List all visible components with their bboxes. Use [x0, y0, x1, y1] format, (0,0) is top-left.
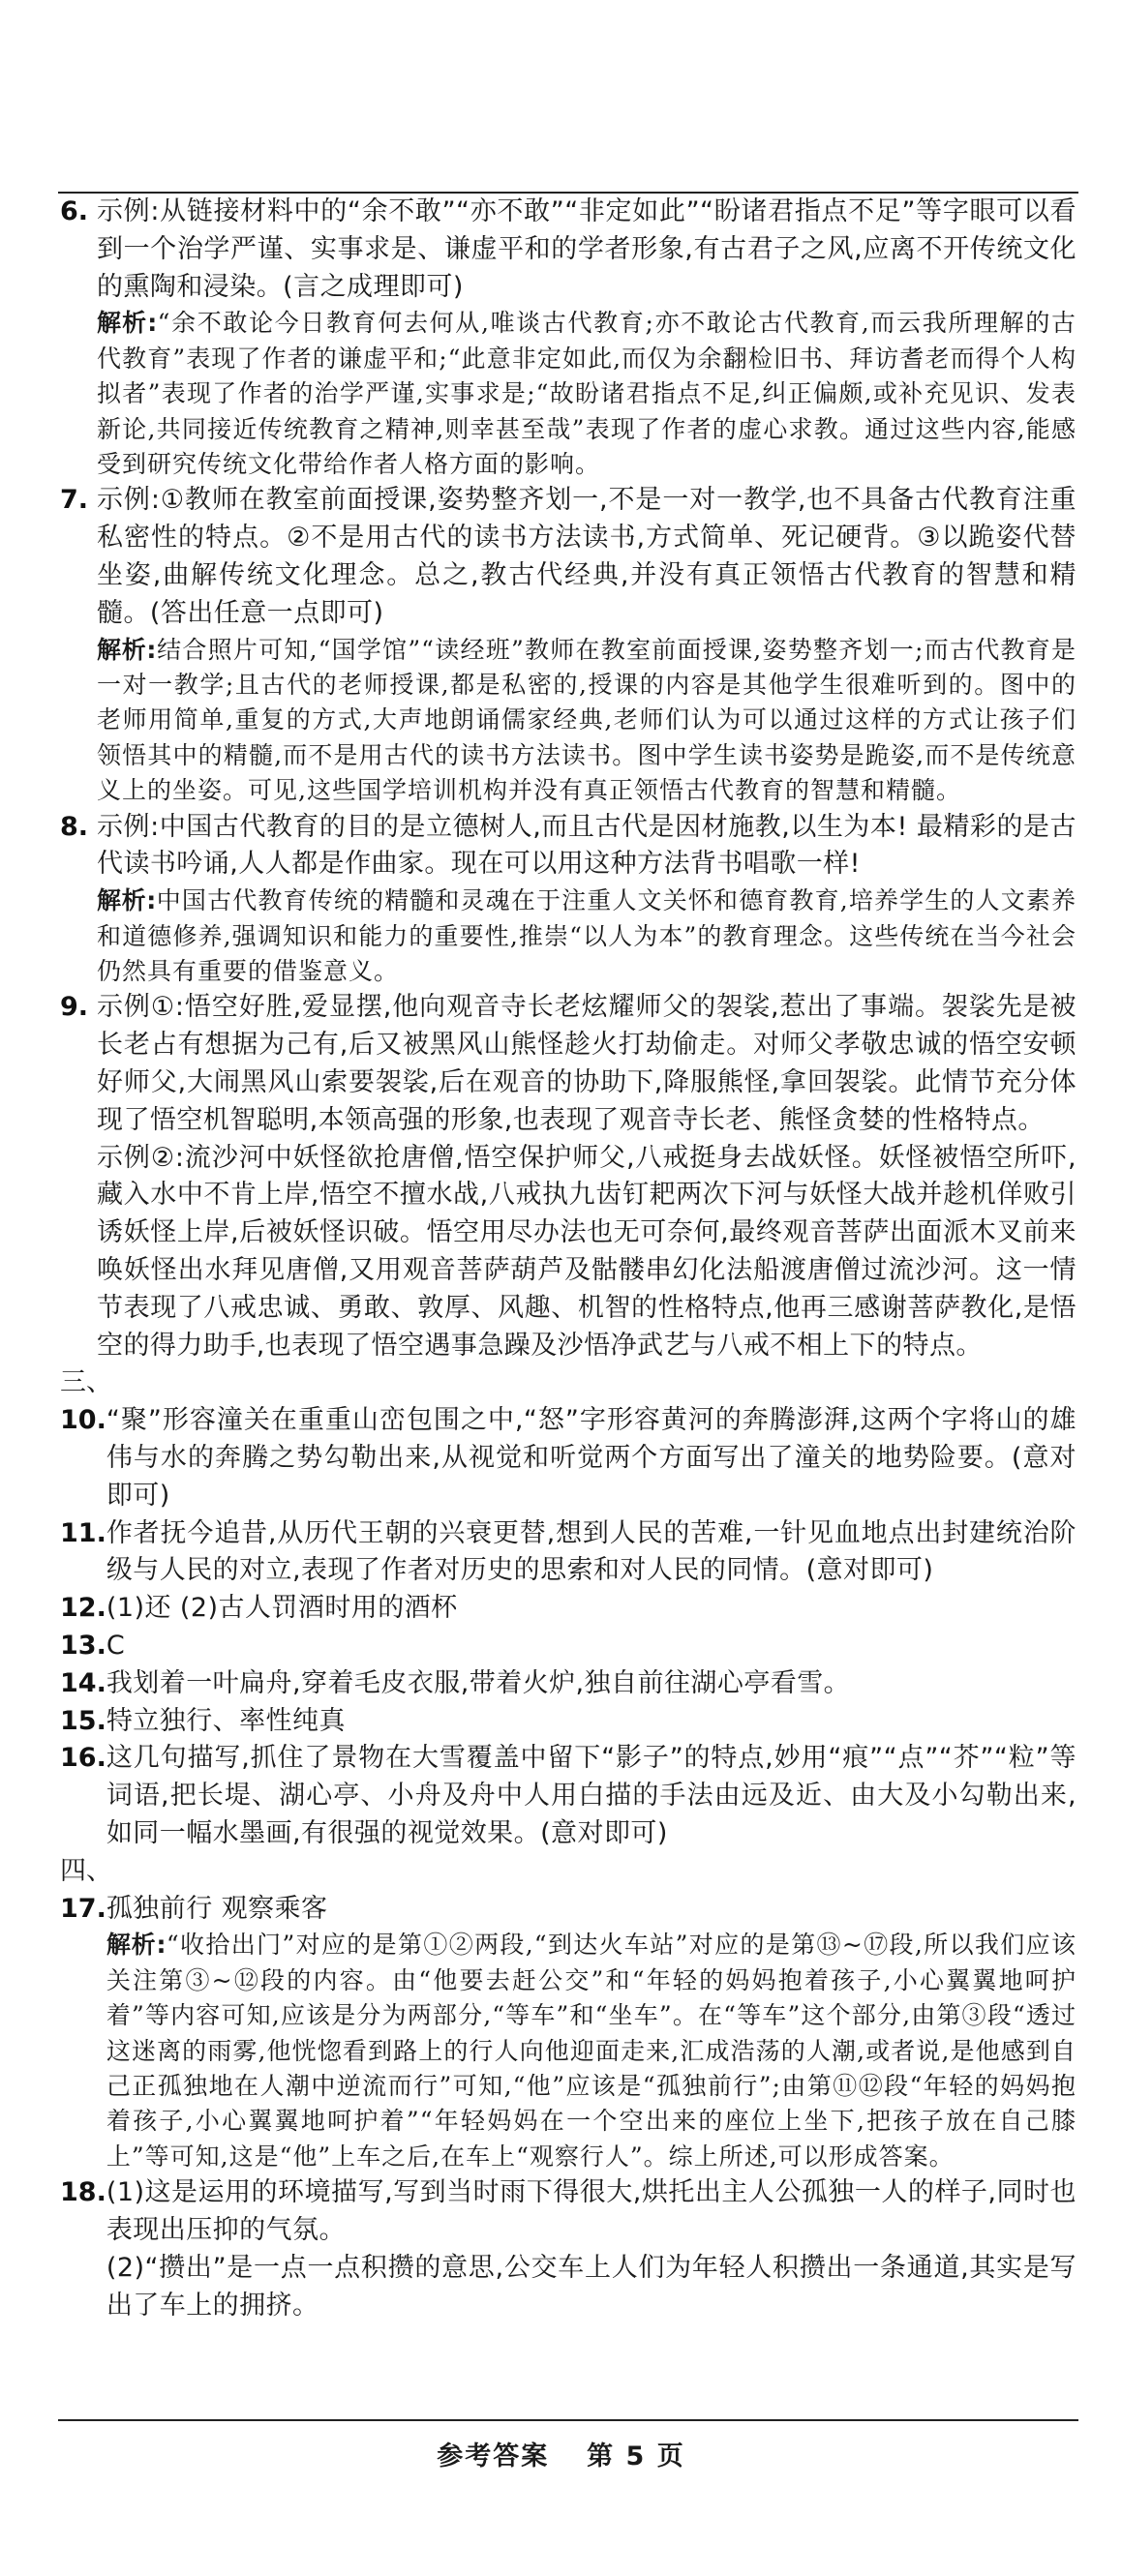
question-13	[60, 1628, 1077, 1665]
answer-text: (1)还 (2)古人罚酒时用的酒杯	[106, 1593, 458, 1624]
analysis-text: “收拾出门”对应的是第①②两段,“到达火车站”对应的是第⑬~⑰段,所以我们应该关注第③~⑫段的内容。由“他要去赶公交”和“年轻的妈妈抱着孩子,小心翼翼地呵护着”等内容可知,应该是分为两部分,“等车”和“坐车”。在“等车”这个部分,由第③段“透过这迷离的雨雾,他恍惚看到路上的行人向他迎面走来,汇成浩荡的人潮,或者说,是他感到自己正孤独地在人潮中逆流而行”可知,“他”应该是“孤独前行”;由第⑪⑫段“年轻的妈妈抱着孩子,小心翼翼地呵护着”“年轻妈妈在一个空出来的座位上坐下,把孩子放在自己膝上”等可知,这是“他”上车之后,在车上“观察行人”。综上所述,可以形成答案。	[106, 1931, 1077, 2171]
question-number: 17.	[60, 1893, 106, 1924]
question-number: 13.	[60, 1631, 106, 1661]
analysis-paragraph	[97, 306, 1077, 482]
question-number: 7.	[60, 485, 89, 516]
answer-text: 这几句描写,抓住了景物在大雪覆盖中留下“影子”的特点,妙用“痕”“点”“芥”“粒”等词语,把长堤、湖心亭、小舟及舟中人用白描的手法由远及近、由大及小勾勒出来,如同一幅水墨画,有很强的视觉效果。(意对即可)	[106, 1743, 1077, 1848]
analysis-paragraph	[97, 884, 1077, 989]
example-1-text: 示例①:悟空好胜,爱显摆,他向观音寺长老炫耀师父的袈裟,惹出了事端。袈裟先是被长老占有想据为己有,后又被黑风山熊怪趁火打劫偷走。对师父孝敬忠诚的悟空安顿好师父,大闹黑风山索要袈裟,后在观音的协助下,降服熊怪,拿回袈裟。此情节充分体现了悟空机智聪明,本领高强的形象,也表现了观音寺长老、熊怪贪婪的性格特点。	[97, 992, 1077, 1135]
analysis-label: 解析:	[106, 1931, 167, 1960]
answer-text: 作者抚今追昔,从历代王朝的兴衰更替,想到人民的苦难,一针见血地点出封建统治阶级与人民的对立,表现了作者对历史的思索和对人民的同情。(意对即可)	[106, 1517, 1077, 1586]
answer-text: 孤独前行 观察乘客	[106, 1893, 328, 1924]
analysis-text: “余不敢论今日教育何去何从,唯谈古代教育;亦不敢论古代教育,而云我所理解的古代教育”表现了作者的谦虚平和;“此意非定如此,而仅为余翻检旧书、拜访耆老而得个人构拟者”表现了作者的治学严谨,实事求是;“故盼诸君指点不足,纠正偏颇,或补充见识、发表新论,共同接近传统教育之精神,则幸甚至哉”表现了作者的虚心求教。通过这些内容,能感受到研究传统文化带给作者人格方面的影响。	[97, 309, 1077, 479]
question-11	[60, 1515, 1077, 1591]
question-7	[60, 482, 1077, 808]
page-footer	[0, 2435, 1122, 2472]
question-number: 11.	[60, 1517, 106, 1548]
analysis-text: 中国古代教育传统的精髓和灵魂在于注重人文关怀和德育教育,培养学生的人文素养和道德修养,强调知识和能力的重要性,推崇“以人为本”的教育理念。这些传统在当今社会仍然具有重要的借鉴意义。	[97, 886, 1077, 986]
answer-text: 示例:①教师在教室前面授课,姿势整齐划一,不是一对一教学,也不具备古代教育注重私密性的特点。②不是用古代的读书方法读书,方式简单、死记硬背。③以跪姿代替坐姿,曲解传统文化理念。总之,教古代经典,并没有真正领悟古代教育的智慧和精髓。(答出任意一点即可)	[97, 485, 1077, 628]
question-number: 6.	[60, 196, 89, 226]
question-number: 9.	[60, 992, 89, 1023]
question-8	[60, 809, 1077, 990]
question-16	[60, 1740, 1077, 1852]
answer-part-1: (1)这是运用的环境描写,写到当时雨下得很大,烘托出主人公孤独一人的样子,同时也表现出压抑的气氛。	[106, 2177, 1077, 2246]
question-6	[60, 194, 1077, 482]
footer-title: 参考答案	[437, 2441, 550, 2471]
answer-content	[60, 194, 1077, 2417]
answer-text: 示例:中国古代教育的目的是立德树人,而且古代是因材施教,以生为本! 最精彩的是古代读书吟诵,人人都是作曲家。现在可以用这种方法背书唱歌一样!	[97, 811, 1077, 880]
analysis-paragraph	[97, 633, 1077, 809]
section-heading-3: 三、	[60, 1367, 112, 1398]
answer-text: C	[106, 1631, 126, 1661]
analysis-label: 解析:	[97, 886, 157, 915]
question-14	[60, 1665, 1077, 1703]
analysis-paragraph	[106, 1928, 1077, 2174]
answer-text: 我划着一叶扁舟,穿着毛皮衣服,带着火炉,独自前往湖心亭看雪。	[106, 1667, 851, 1698]
answer-text: 示例:从链接材料中的“余不敢”“亦不敢”“非定如此”“盼诸君指点不足”等字眼可以看到一个治学严谨、实事求是、谦虚平和的学者形象,有古君子之风,应离不开传统文化的熏陶和浸染。(言之成理即可)	[97, 196, 1077, 302]
question-number: 8.	[60, 811, 89, 842]
question-18	[60, 2174, 1077, 2324]
analysis-label: 解析:	[97, 635, 157, 664]
question-number: 15.	[60, 1705, 106, 1736]
question-number: 10.	[60, 1405, 106, 1436]
analysis-label: 解析:	[97, 309, 158, 338]
analysis-text: 结合照片可知,“国学馆”“读经班”教师在教室前面授课,姿势整齐划一;而古代教育是一对一教学;且古代的老师授课,都是私密的,授课的内容是其他学生很难听到的。图中的老师用简单,重复的方式,大声地朗诵儒家经典,老师们认为可以通过这样的方式让孩子们领悟其中的精髓,而不是用古代的读书方法读书。图中学生读书姿势是跪姿,而不是传统意义上的坐姿。可见,这些国学培训机构并没有真正领悟古代教育的智慧和精髓。	[97, 635, 1077, 805]
question-number: 16.	[60, 1743, 106, 1774]
question-number: 14.	[60, 1667, 106, 1698]
section-heading-4: 四、	[60, 1855, 112, 1886]
example-2-text: 示例②:流沙河中妖怪欲抢唐僧,悟空保护师父,八戒挺身去战妖怪。妖怪被悟空所吓,藏入水中不肯上岸,悟空不擅水战,八戒执九齿钉耙两次下河与妖怪大战并趁机佯败引诱妖怪上岸,后被妖怪识破。悟空用尽办法也无可奈何,最终观音菩萨出面派木叉前来唤妖怪出水拜见唐僧,又用观音菩萨葫芦及骷髅串幻化法船渡唐僧过流沙河。这一情节表现了八戒忠诚、勇敢、敦厚、风趣、机智的性格特点,他再三感谢菩萨教化,是悟空的得力助手,也表现了悟空遇事急躁及沙悟净武艺与八戒不相上下的特点。	[97, 1142, 1077, 1361]
question-15	[60, 1703, 1077, 1741]
question-number: 18.	[60, 2177, 106, 2208]
question-12	[60, 1590, 1077, 1628]
question-9	[60, 989, 1077, 1364]
answer-text: “聚”形容潼关在重重山峦包围之中,“怒”字形容黄河的奔腾澎湃,这两个字将山的雄伟与水的奔腾之势勾勒出来,从视觉和听觉两个方面写出了潼关的地势险要。(意对即可)	[106, 1405, 1077, 1511]
question-10	[60, 1402, 1077, 1514]
bottom-rule	[58, 2419, 1078, 2421]
question-17	[60, 1891, 1077, 2175]
question-number: 12.	[60, 1593, 106, 1624]
page-number: 第 5 页	[587, 2441, 685, 2471]
answer-text: 特立独行、率性纯真	[106, 1705, 346, 1736]
answer-part-2: (2)“攒出”是一点一点积攒的意思,公交车上人们为年轻人积攒出一条通道,其实是写出了车上的拥挤。	[106, 2252, 1077, 2321]
